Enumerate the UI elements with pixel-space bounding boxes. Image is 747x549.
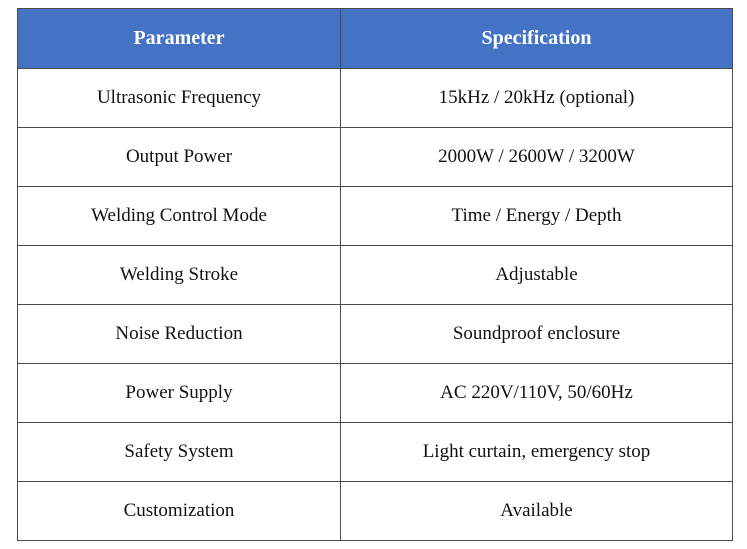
spec-table	[17, 8, 733, 541]
parameter-cell: Customization	[18, 482, 341, 541]
parameter-cell: Ultrasonic Frequency	[18, 69, 341, 128]
specification-cell: Adjustable	[341, 246, 733, 305]
specification-cell: Time / Energy / Depth	[341, 187, 733, 246]
table-row	[18, 423, 733, 482]
specification-cell: Soundproof enclosure	[341, 305, 733, 364]
parameter-cell: Welding Stroke	[18, 246, 341, 305]
table-row	[18, 482, 733, 541]
specification-cell: 15kHz / 20kHz (optional)	[341, 69, 733, 128]
table-header-row	[18, 9, 733, 69]
parameter-cell: Noise Reduction	[18, 305, 341, 364]
table-row	[18, 128, 733, 187]
table-body	[18, 69, 733, 541]
parameter-cell: Output Power	[18, 128, 341, 187]
specification-cell: Available	[341, 482, 733, 541]
parameter-column-header: Parameter	[18, 9, 341, 69]
table-row	[18, 187, 733, 246]
table-row	[18, 246, 733, 305]
table-row	[18, 69, 733, 128]
table-row	[18, 305, 733, 364]
parameter-cell: Safety System	[18, 423, 341, 482]
specification-cell: Light curtain, emergency stop	[341, 423, 733, 482]
parameter-cell: Welding Control Mode	[18, 187, 341, 246]
specification-cell: 2000W / 2600W / 3200W	[341, 128, 733, 187]
table-header	[18, 9, 733, 69]
table-row	[18, 364, 733, 423]
specification-cell: AC 220V/110V, 50/60Hz	[341, 364, 733, 423]
parameter-cell: Power Supply	[18, 364, 341, 423]
specification-column-header: Specification	[341, 9, 733, 69]
